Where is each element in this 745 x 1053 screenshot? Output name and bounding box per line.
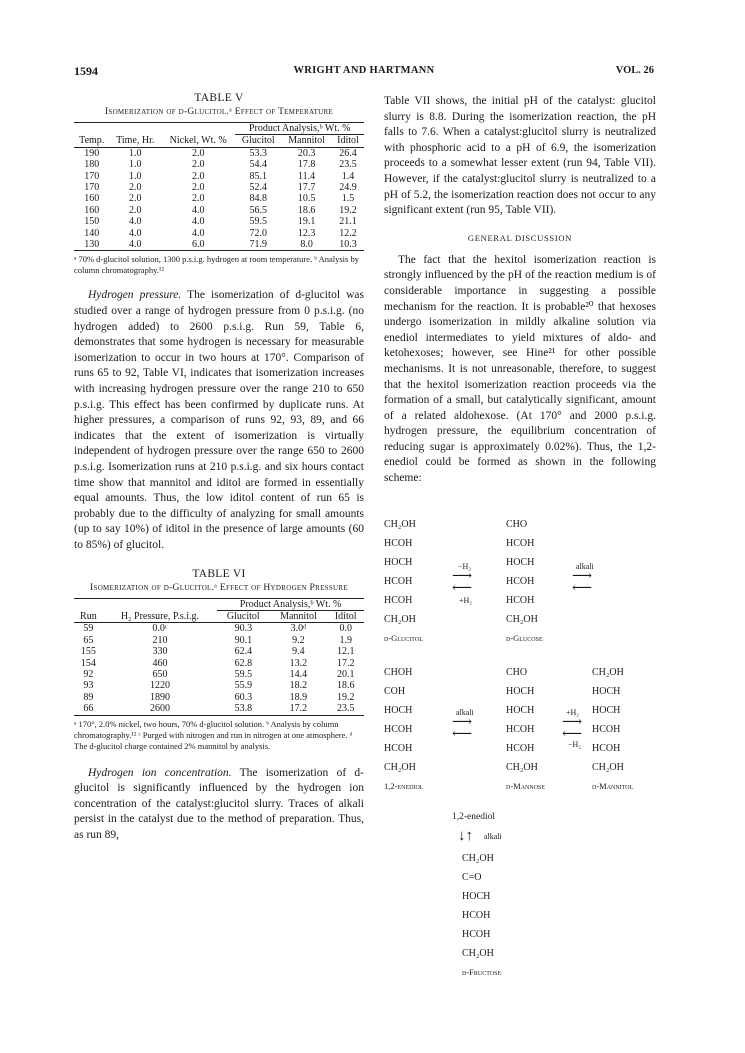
fructose-structure-line: CH₂OH — [462, 948, 494, 959]
table5-cell: 4.0 — [129, 227, 142, 239]
table6-cell: 18.9 — [289, 691, 308, 703]
fructose-structure-line: HOCH — [462, 891, 491, 902]
table5-cell: 72.0 — [249, 227, 268, 239]
table6-cell: 330 — [152, 646, 168, 658]
table6-cell: 3.0ᵈ — [290, 623, 307, 635]
table5-cell: 2.0 — [129, 204, 142, 216]
table5-cell: 4.0 — [191, 204, 205, 216]
table6-cell: 1890 — [149, 691, 170, 703]
mannose-structure — [506, 666, 545, 793]
fructose-structure-line: CH₂OH — [462, 853, 494, 864]
table6-cell: 93 — [83, 680, 94, 692]
table6-row — [74, 646, 364, 657]
glucose-structure-line: CH₂OH — [506, 614, 538, 625]
discussion-paragraph: The fact that the hexitol isomerization reaction is strongly influenced by the pH of the reaction medium is of considerable importance in suggesting a possible mechanism for the reaction. It is probable²⁰ that hexoses undergo isomerization in mildly alkaline solution via enediol intermediates to yield mixtures of aldo- and ketohexoses; however, see Hine²¹ for other possible mechanisms. It is not unreasonable, therefore, to suggest that the hexitol isomerization reaction proceeds via the formation of a small, but catalytically significant, amount of a related aldohexose. (At 170° and 2000 p.s.i.g. hydrogen pressure, the equilibrium concentration of reducing sugar is approximately 0.02%). Thus, the 1,2-enediol could be formed as shown in the following scheme: — [384, 253, 656, 485]
table5-cell: 53.3 — [249, 147, 268, 159]
table6-cell: 90.1 — [234, 634, 253, 646]
left-column — [74, 92, 364, 844]
mannitol-structure — [592, 666, 633, 793]
table5-cell: 21.1 — [339, 216, 357, 228]
table5-cell: 4.0 — [191, 216, 205, 228]
enediol-structure-line: CHOH — [384, 667, 413, 678]
mannose-structure-line: HCOH — [506, 724, 535, 735]
table5-cell: 160 — [84, 204, 100, 216]
glucose-structure-line: HCOH — [506, 576, 535, 587]
page-header — [74, 64, 654, 78]
table5-cell: 59.5 — [249, 216, 268, 228]
ph-paragraph: Table VII shows, the initial pH of the catalyst: glucitol slurry is 8.8. During the isomerization reaction, the pH falls to 7.6. When a catalyst:glucitol slurry is neutralized with phosphoric acid to a pH of 6.9, the isomerization proceeds to a somewhat lesser extent (run 94, Table VII). However, if the catalyst:glucitol slurry is neutralized to a pH of 5.2, the isomerization reaction does not occur to any significant extent (run 95, Table VII). — [384, 95, 656, 217]
table5-cell: 52.4 — [249, 182, 268, 194]
table6-row — [74, 680, 364, 691]
table5-cell: 10.3 — [339, 239, 357, 251]
table5-cell: 6.0 — [191, 239, 205, 251]
table5-cell: 8.0 — [300, 239, 313, 251]
glucitol-structure-line: HOCH — [384, 557, 413, 568]
table5-cell: 17.8 — [297, 159, 316, 171]
mannitol-structure-line: HOCH — [592, 686, 621, 697]
table5-cell: 71.9 — [249, 239, 268, 251]
table6-cell: 23.5 — [336, 703, 355, 715]
hydrogen-ion-paragraph — [74, 766, 364, 844]
arrow1-top-label: −H₂ — [458, 562, 472, 571]
running-title: WRIGHT AND HARTMANN — [293, 65, 435, 76]
glucitol-structure-line: HCOH — [384, 576, 413, 587]
hydrogen-ion-text: The isomerization of d-glucitol is significantly influenced by the hydrogen ion concentration of the catalyst:glucitol slurry. Traces of alkali persist in the catalyst due to the method of preparation. Thus, as run 89, — [74, 766, 364, 841]
table5-cell: 2.0 — [191, 193, 205, 205]
table5-cell: 170 — [84, 170, 100, 182]
table5-footnote: ᵃ 70% d-glucitol solution, 1300 p.s.i.g. hydrogen at room temperature. ᵇ Analysis by column chromatography.¹² — [74, 254, 359, 276]
table5-col-time: Time, Hr. — [110, 135, 162, 147]
table5-cell: 2.0 — [191, 182, 205, 194]
table6-cell: 18.2 — [289, 680, 308, 692]
table5 — [74, 122, 364, 251]
table5-title: TABLE V — [194, 92, 244, 104]
table5-cell: 1.5 — [341, 193, 355, 205]
table6-footnote: ᵃ 170°, 2.0% nickel, two hours, 70% d-glucitol solution. ᵇ Analysis by column chromatography.¹² ᶜ Purged with nitrogen and run in nitrogen at one atmosphere. ᵈ The d-glucitol charge contained 2% mannitol by analysis. — [74, 718, 353, 751]
glucose-structure-label: d-Glucose — [506, 633, 543, 643]
table5-cell: 2.0 — [191, 147, 205, 159]
table6-cell: 650 — [152, 669, 168, 680]
table5-cell: 140 — [84, 227, 100, 239]
table5-col-nickel: Nickel, Wt. % — [161, 135, 235, 147]
glucose-structure-line: HCOH — [506, 595, 535, 606]
forward-arrow-icon: ⟶ — [562, 715, 583, 730]
backward-arrow-icon: ⟵ — [452, 727, 473, 742]
table5-cell: 4.0 — [129, 216, 142, 228]
table5-cell: 23.5 — [339, 159, 357, 171]
table6-cell: 460 — [152, 657, 168, 669]
glucitol-structure — [384, 518, 423, 645]
table6-cell: 9.4 — [292, 646, 305, 658]
fructose-structure-line: C=O — [462, 872, 482, 883]
table6-cell: 12.1 — [336, 646, 355, 658]
enediol-structure-line: HOCH — [384, 705, 413, 716]
table6-cell: 17.2 — [289, 703, 308, 715]
table5-cell: 19.2 — [339, 204, 357, 216]
table6-cell: 18.6 — [336, 680, 355, 692]
table6-cell: 0.0 — [339, 623, 352, 635]
fructose-structure-line: HCOH — [462, 929, 491, 940]
table6-cell: 1220 — [149, 680, 170, 692]
table6-cell: 210 — [152, 634, 168, 646]
glucose-structure-line: HCOH — [506, 538, 535, 549]
table6 — [74, 598, 364, 716]
mannose-structure-line: CH₂OH — [506, 762, 538, 773]
table5-row — [74, 147, 364, 159]
hydrogen-pressure-paragraph — [74, 288, 364, 553]
table6-row — [74, 623, 364, 635]
mannose-structure-line: HOCH — [506, 686, 535, 697]
forward-arrow-icon: ⟶ — [572, 569, 593, 584]
table6-cell: 13.2 — [289, 657, 308, 669]
glucitol-structure-line: CH₂OH — [384, 614, 416, 625]
page-number: 1594 — [74, 64, 98, 78]
table5-col-temp: Temp. — [74, 135, 110, 147]
table5-body — [74, 147, 364, 250]
table6-cell: 19.2 — [336, 691, 355, 703]
table5-col-mannitol: Mannitol — [281, 135, 332, 147]
glucitol-structure-label: d-Glucitol — [384, 633, 423, 643]
table6-row — [74, 692, 364, 703]
table6-col-pressure: H₂ Pressure, P.s.i.g. — [103, 610, 217, 622]
hydrogen-pressure-heading: Hydrogen pressure. — [88, 289, 182, 302]
section-heading: GENERAL DISCUSSION — [467, 232, 573, 243]
arrow5-label: alkali — [484, 832, 502, 841]
table5-cell: 12.3 — [297, 227, 316, 239]
mannitol-structure-line: HCOH — [592, 724, 621, 735]
table5-cell: 1.0 — [129, 170, 142, 182]
table6-caption: Isomerization of d-Glucitol.ᵃ Effect of Hydrogen Pressure — [90, 582, 348, 593]
table5-col-iditol: Iditol — [332, 135, 364, 147]
table6-cell: 65 — [83, 634, 94, 646]
table5-row — [74, 159, 364, 170]
table6-cell: 1.9 — [339, 634, 352, 646]
table5-cell: 190 — [84, 147, 100, 159]
table5-caption: Isomerization of d-Glucitol.ᵃ Effect of Temperature — [104, 107, 334, 117]
table5-cell: 24.9 — [339, 182, 357, 194]
table6-row — [74, 669, 364, 680]
mannose-structure-label: d-Mannose — [506, 781, 546, 791]
enediol-structure-line: HCOH — [384, 724, 413, 735]
table6-cell: 53.8 — [234, 703, 253, 715]
enediol-structure-line: HCOH — [384, 743, 413, 754]
mannitol-structure-line: HCOH — [592, 743, 621, 754]
table6-cell: 90.3 — [234, 623, 253, 635]
table6-col-mannitol: Mannitol — [269, 610, 327, 622]
hydrogen-pressure-text: The isomerization of d-glucitol was studied over a range of hydrogen pressure from 0 p.s.i.g. (no hydrogen added) to 2600 p.s.i.g. Run 59, Table 6, demonstrates that some hydrogen is necessary for measurable isomerization to occur in two hours at 170°. Comparison of runs 65 to 92, Table VI, indicates that isomerization increases with increasing hydrogen pressure over the range 210 to 650 p.s.i.g. This effect has been confirmed by duplicate runs. At higher pressures, a comparison of runs 92, 93, 89, and 66 indicates that the extent of isomerization is virtually independent of hydrogen pressure over the range 650 to 2600 p.s.i.g. Isomerization runs at 210 p.s.i.g. and six hours contact time show that mannitol and iditol are formed in essentially equal amounts. Thus, the low iditol content of run 65 is probably due to the difficulty of analyzing for small amounts (up to say 10%) of iditol in the presence of large amounts (60 to 85%) of glucitol. — [74, 289, 364, 551]
table5-cell: 1.0 — [129, 159, 142, 171]
table6-body — [74, 623, 364, 715]
table6-cell: 20.1 — [336, 669, 355, 680]
backward-arrow-icon: ⟵ — [452, 581, 473, 596]
table5-cell: 130 — [84, 239, 100, 251]
forward-arrow-icon: ⟶ — [452, 715, 473, 730]
table5-cell: 1.0 — [129, 147, 142, 159]
forward-arrow-icon: ⟶ — [452, 569, 473, 584]
table5-header-group: Product Analysis,ᵇ Wt. % — [235, 123, 364, 135]
table6-row — [74, 635, 364, 646]
enediol-structure-line: CH₂OH — [384, 762, 416, 773]
table6-cell: 89 — [83, 691, 94, 703]
glucitol-structure-line: HCOH — [384, 595, 413, 606]
fructose-structure-line: HCOH — [462, 910, 491, 921]
table6-cell: 154 — [80, 657, 96, 669]
arrow4-top-label: +H₂ — [566, 708, 580, 717]
mannitol-structure-line: CH₂OH — [592, 762, 624, 773]
arrow2-label: alkali — [576, 562, 594, 571]
fructose-structure — [462, 852, 501, 979]
table6-col-run: Run — [74, 610, 103, 622]
arrow4-bottom-label: −H₂ — [568, 740, 582, 749]
table6-cell: 59 — [83, 623, 94, 635]
table5-cell: 2.0 — [191, 159, 205, 171]
table5-cell: 11.4 — [298, 170, 316, 182]
table6-row — [74, 703, 364, 714]
table6-cell: 92 — [83, 669, 94, 680]
table6-cell: 55.9 — [234, 680, 253, 692]
table6-cell: 2600 — [149, 703, 170, 715]
table6-cell: 66 — [83, 703, 94, 715]
table5-cell: 4.0 — [129, 239, 142, 251]
arrow3-label: alkali — [456, 708, 474, 717]
table5-cell: 26.4 — [339, 147, 357, 159]
table6-cell: 14.4 — [289, 669, 308, 680]
table5-row — [74, 228, 364, 239]
table6-cell: 62.8 — [234, 657, 253, 669]
table6-col-glucitol: Glucitol — [217, 610, 269, 622]
table5-cell: 150 — [84, 216, 100, 228]
table5-cell: 180 — [84, 159, 100, 171]
mannitol-structure-line: HOCH — [592, 705, 621, 716]
volume-label: VOL. 26 — [615, 65, 654, 76]
table5-row — [74, 182, 364, 193]
mannose-structure-line: HOCH — [506, 705, 535, 716]
table5-row — [74, 216, 364, 227]
table5-cell: 19.1 — [297, 216, 316, 228]
table5-cell: 1.4 — [341, 170, 355, 182]
table6-cell: 62.4 — [234, 646, 253, 658]
table6-cell: 0.0ᶜ — [152, 623, 168, 635]
mannitol-structure-line: CH₂OH — [592, 667, 624, 678]
table6-col-iditol: Iditol — [327, 610, 364, 622]
glucitol-structure-line: HCOH — [384, 538, 413, 549]
table5-cell: 2.0 — [129, 182, 142, 194]
table5-cell: 85.1 — [249, 170, 268, 182]
table6-cell: 155 — [80, 646, 96, 658]
table6-cell: 60.3 — [234, 691, 253, 703]
fructose-structure-label: d-Fructose — [462, 967, 502, 977]
table5-row — [74, 171, 364, 182]
glucose-structure-line: CHO — [506, 519, 528, 530]
enediol2-label: 1,2-enediol — [452, 812, 496, 822]
table5-cell: 56.5 — [249, 204, 268, 216]
table6-header-group: Product Analysis,ᵇ Wt. % — [217, 599, 364, 611]
table5-cell: 84.8 — [249, 193, 268, 205]
table5-cell: 10.5 — [297, 193, 316, 205]
table5-cell: 2.0 — [191, 170, 205, 182]
right-column — [384, 94, 656, 487]
enediol-structure-label: 1,2-enediol — [384, 781, 424, 791]
table6-cell: 59.5 — [234, 669, 253, 680]
arrow1-bottom-label: +H₂ — [459, 596, 473, 605]
table5-cell: 12.2 — [339, 227, 357, 239]
table5-cell: 2.0 — [129, 193, 142, 205]
glucose-structure — [506, 518, 543, 645]
table5-cell: 4.0 — [191, 227, 205, 239]
mannose-structure-line: CHO — [506, 667, 528, 678]
glucose-structure-line: HOCH — [506, 557, 535, 568]
table5-row — [74, 239, 364, 250]
backward-arrow-icon: ⟵ — [562, 727, 583, 742]
table6-title: TABLE VI — [192, 567, 246, 580]
mannose-structure-line: HCOH — [506, 743, 535, 754]
table6-cell: 9.2 — [292, 634, 305, 646]
table5-cell: 18.6 — [297, 204, 316, 216]
table5-cell: 170 — [84, 182, 100, 194]
mannitol-structure-label: d-Mannitol — [592, 781, 634, 791]
table6-row — [74, 658, 364, 669]
enediol-structure — [384, 666, 423, 793]
backward-arrow-icon: ⟵ — [572, 581, 593, 596]
table5-cell: 160 — [84, 193, 100, 205]
table5-cell: 54.4 — [249, 159, 268, 171]
table5-row — [74, 193, 364, 204]
enediol-structure-line: COH — [384, 686, 406, 697]
table5-cell: 20.3 — [297, 147, 316, 159]
table6-cell: 17.2 — [336, 657, 355, 669]
glucitol-structure-line: CH₂OH — [384, 519, 416, 530]
hydrogen-ion-heading: Hydrogen ion concentration. — [88, 766, 232, 779]
equilibrium-arrow-icon: ↓↑ — [458, 828, 473, 844]
table5-col-glucitol: Glucitol — [235, 135, 281, 147]
table5-row — [74, 205, 364, 216]
table5-cell: 17.7 — [297, 182, 316, 194]
